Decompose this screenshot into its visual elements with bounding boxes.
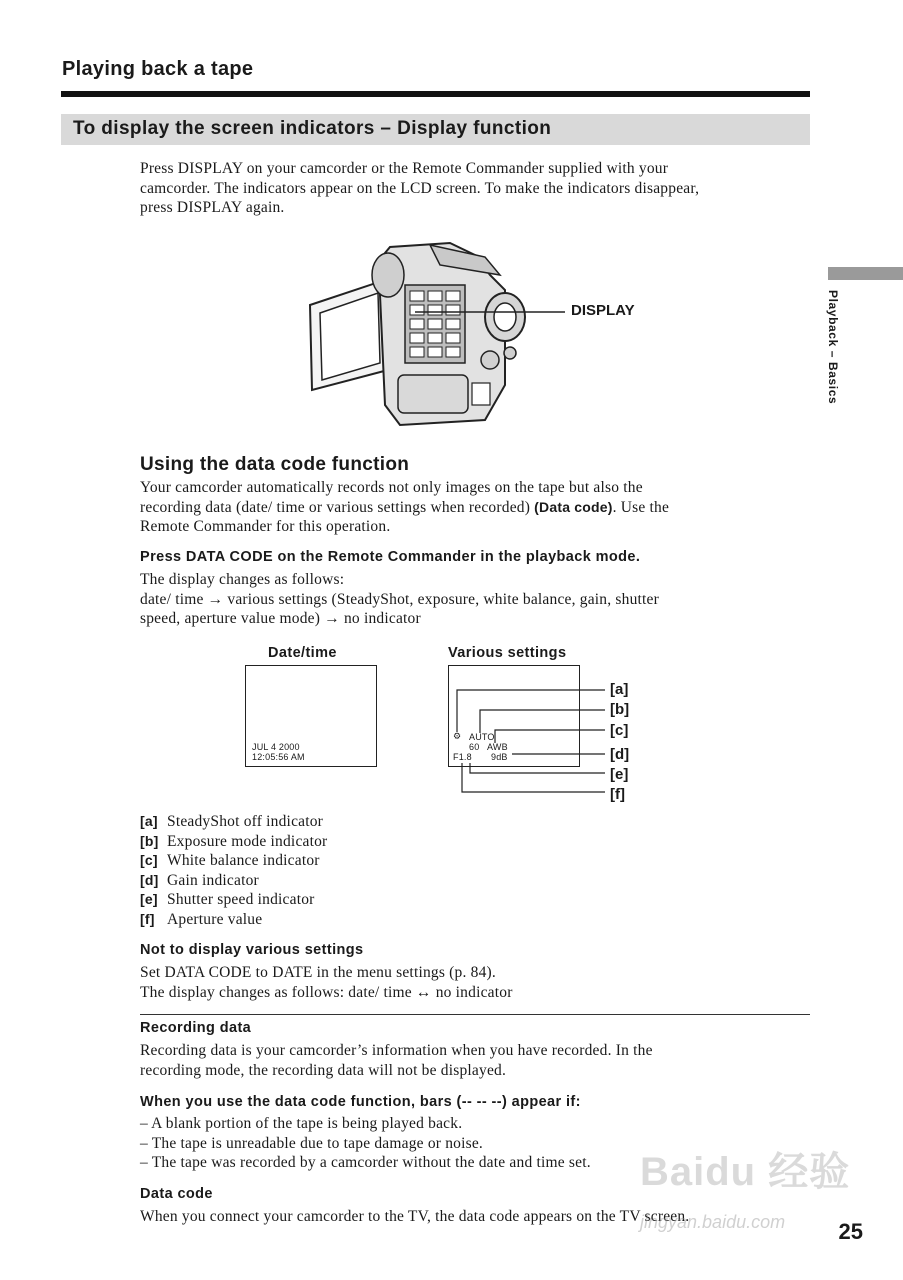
data-code-heading: Using the data code function (140, 454, 410, 475)
callout-f: [f] (610, 786, 625, 803)
list-item: – The tape was recorded by a camcorder without the date and time set. (140, 1154, 591, 1171)
data-code-tv-heading: Data code (140, 1186, 213, 1202)
callout-e: [e] (610, 766, 629, 783)
data-code-tv-text: When you connect your camcorder to the TV, the data code appears on the TV screen. (140, 1208, 690, 1225)
data-code-paragraph: Your camcorder automatically records not only images on the tape but also the recording data (date/ time or various settings when recorded) (Data code). Use the Remote Commander for this operation. (140, 479, 670, 535)
bars-heading: When you use the data code function, bars (-- -- --) appear if: (140, 1094, 581, 1110)
indicator-legend (140, 812, 327, 929)
arrow-right-icon: → (324, 610, 340, 627)
recording-data-text: Recording data is your camcorder’s information when you have recorded. In the recording mode, the recording data will not be displayed. (140, 1042, 653, 1079)
watermark-url: jingyan.baidu.com (640, 1212, 786, 1232)
exposure-mode-value: AUTO (469, 732, 495, 742)
legend-item: [b] Exposure mode indicator (140, 832, 328, 850)
intro-paragraph: Press DISPLAY on your camcorder or the Remote Commander supplied with your camcorder. The indicators appear on the LCD screen. To make the indicators disappear, press DISPLAY again. (140, 160, 700, 216)
date-time-screen (245, 665, 377, 767)
bars-list (140, 1114, 591, 1173)
list-item: – The tape is unreadable due to tape damage or noise. (140, 1134, 484, 1152)
instruction-heading: Press DATA CODE on the Remote Commander in the playback mode. (140, 549, 641, 565)
callout-d: [d] (610, 746, 630, 763)
steadyshot-off-icon: ⚙ (453, 731, 462, 741)
legend-item: [c] White balance indicator (140, 852, 320, 869)
not-display-text: Set DATA CODE to DATE in the menu settings (p. 84). The display changes as follows: date/ time ↔ no indicator (140, 964, 513, 1001)
gain-value: 9dB (491, 752, 508, 762)
legend-item: [d] Gain indicator (140, 871, 259, 889)
section-title: Playing back a tape (62, 58, 254, 80)
arrow-both-icon: ↔ (415, 983, 432, 1001)
side-tab-label: Playback – Basics (826, 290, 840, 405)
legend-item: [f] Aperture value (140, 910, 263, 928)
not-display-heading: Not to display various settings (140, 942, 364, 958)
callout-leader-lines (440, 680, 620, 805)
shutter-speed-value: 60 (469, 742, 480, 752)
callout-a: [a] (610, 681, 629, 698)
callout-c: [c] (610, 722, 629, 739)
aperture-value: F1.8 (453, 752, 472, 762)
legend-item: [e] Shutter speed indicator (140, 891, 315, 908)
display-button-callout: DISPLAY (571, 302, 635, 319)
list-item: – A blank portion of the tape is being played back. (140, 1115, 463, 1132)
subsection-band (61, 114, 810, 145)
legend-item: [a] SteadyShot off indicator (140, 813, 324, 830)
display-changes-text: The display changes as follows: date/ time → various settings (SteadyShot, exposure, white balance, gain, shutter speed, aperture value mode) → no indicator (140, 571, 659, 627)
date-readout: JUL 4 2000 (252, 742, 300, 752)
subsection-title: To display the screen indicators – Display function (73, 118, 552, 139)
recording-data-heading: Recording data (140, 1020, 252, 1036)
time-readout: 12:05:56 AM (252, 752, 305, 762)
title-rule (61, 91, 810, 97)
section-divider (140, 1014, 810, 1015)
white-balance-value: AWB (487, 742, 508, 752)
watermark-logo: Baidu 经验 (640, 1150, 851, 1194)
camcorder-illustration (300, 235, 660, 435)
various-settings-title: Various settings (448, 645, 567, 661)
date-time-screen-title: Date/time (268, 645, 337, 661)
arrow-right-icon: → (207, 590, 224, 608)
callout-b: [b] (610, 701, 630, 718)
side-tab-bar (828, 267, 903, 280)
page-number: 25 (838, 1219, 863, 1244)
